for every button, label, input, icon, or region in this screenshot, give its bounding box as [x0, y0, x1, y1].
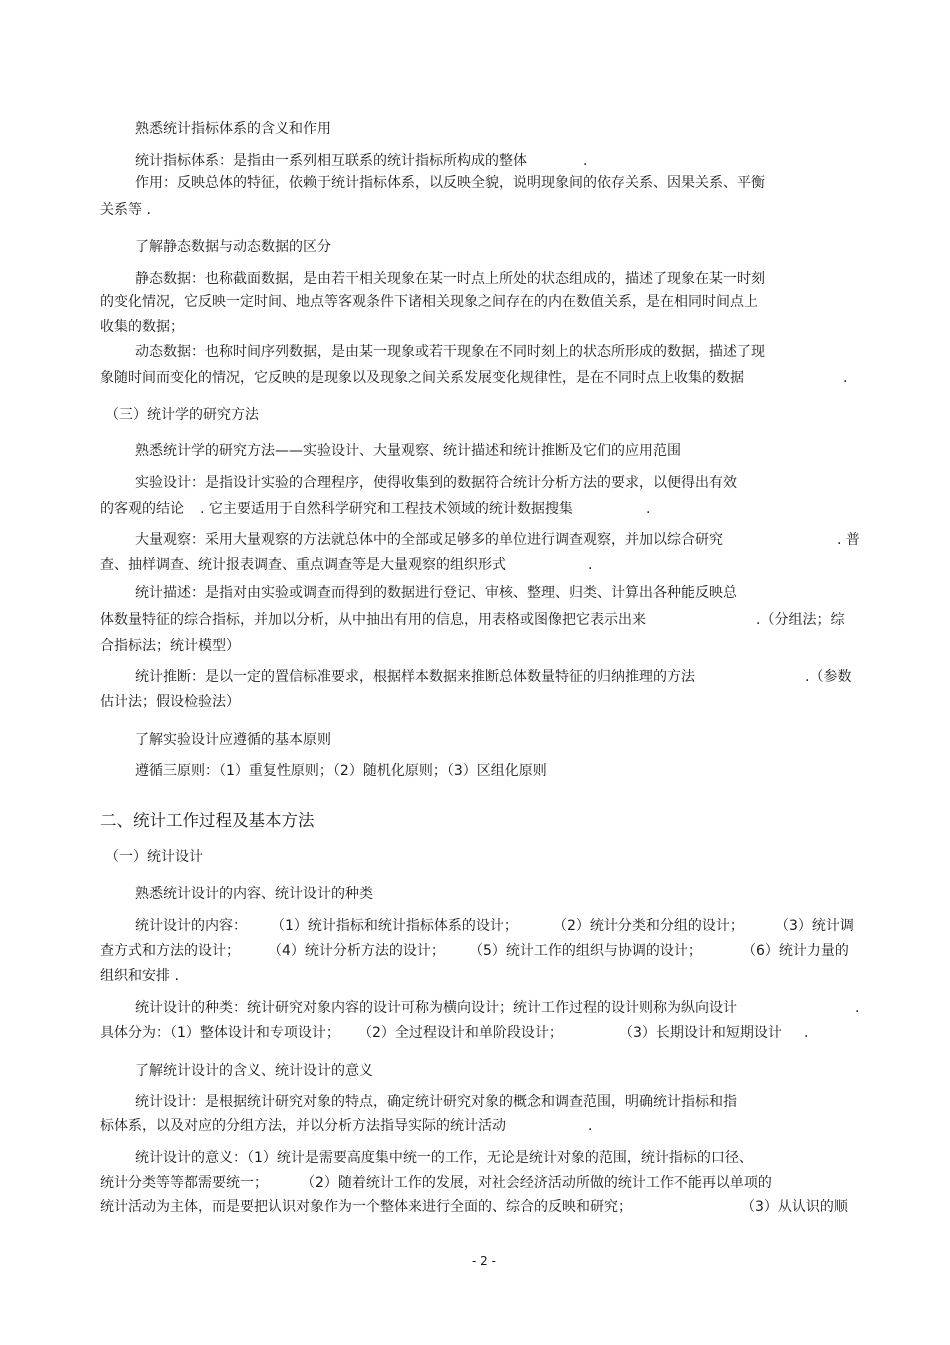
text-segment: 体数量特征的综合指标，并加以分析，从中抽出有用的信息，用表格或图像把它表示出来	[100, 612, 646, 628]
text-segment: 的客观的结论	[100, 501, 184, 517]
text-line	[0, 201, 950, 219]
text-segment: 静态数据：也称截面数据，是由若干相关现象在某一时点上所处的状态组成的，描述了现象在某一时刻	[135, 271, 765, 287]
text-segment: .	[646, 501, 651, 517]
text-line	[0, 531, 950, 549]
text-segment: 熟悉统计指标体系的含义和作用	[135, 121, 331, 137]
text-line	[0, 584, 950, 602]
text-segment: 二、统计工作过程及基本方法	[100, 811, 315, 830]
text-line	[0, 1117, 950, 1135]
text-line	[0, 1198, 950, 1216]
text-segment: （2）全过程设计和单阶段设计；	[358, 1025, 563, 1041]
text-segment: （6）统计力量的	[742, 943, 849, 959]
text-segment: （3）从认识的顺	[741, 1199, 848, 1215]
text-segment: .	[588, 557, 593, 573]
text-segment: 大量观察：采用大量观察的方法就总体中的全部或足够多的单位进行调查观察，并加以综合研究	[135, 532, 723, 548]
text-line	[0, 848, 950, 866]
text-line	[0, 885, 950, 903]
text-line	[0, 1024, 950, 1042]
text-line	[0, 999, 950, 1017]
text-line	[0, 967, 950, 985]
text-segment: （4）统计分析方法的设计；	[268, 943, 445, 959]
text-segment: 实验设计：是指设计实验的合理程序，使得收集到的数据符合统计分析方法的要求，以便得出有效	[135, 475, 737, 491]
text-segment: 统计活动为主体，而是要把认识对象作为一个整体来进行全面的、综合的反映和研究；	[100, 1199, 632, 1215]
text-line	[0, 474, 950, 492]
text-segment: . 它主要适用于自然科学研究和工程技术领域的统计数据搜集	[200, 501, 573, 517]
text-segment: （1）统计指标和统计指标体系的设计；	[271, 918, 518, 934]
text-segment: .	[588, 1118, 593, 1134]
text-segment: .（分组法；综	[756, 612, 845, 628]
text-segment: 统计指标体系：是指由一系列相互联系的统计指标所构成的整体	[135, 153, 527, 169]
text-line	[0, 1062, 950, 1080]
text-segment: （3）长期设计和短期设计	[619, 1025, 782, 1041]
text-segment: 组织和安排 .	[100, 968, 179, 984]
text-segment: 统计设计的意义：（1）统计是需要高度集中统一的工作，无论是统计对象的范围，统计指标的口径、	[135, 1150, 753, 1166]
text-segment: 了解实验设计应遵循的基本原则	[135, 732, 331, 748]
text-line	[0, 500, 950, 518]
text-segment: 具体分为：（1）整体设计和专项设计；	[100, 1025, 340, 1041]
section-heading	[0, 811, 950, 831]
text-segment: 收集的数据；	[100, 319, 184, 335]
text-segment: .	[804, 1025, 809, 1041]
text-segment: 了解统计设计的含义、统计设计的意义	[135, 1063, 373, 1079]
text-segment: 统计设计的内容：	[135, 918, 247, 934]
text-segment: （一）统计设计	[105, 849, 203, 865]
text-segment: （5）统计工作的组织与协调的设计；	[469, 943, 702, 959]
text-segment: .	[843, 370, 848, 386]
text-segment: 象随时间而变化的情况，它反映的是现象以及现象之间关系发展变化规律性，是在不同时点上收集的数据	[100, 370, 744, 386]
text-line	[0, 406, 950, 424]
text-segment: （2）统计分类和分组的设计；	[553, 918, 744, 934]
text-line	[0, 668, 950, 686]
text-segment: （三）统计学的研究方法	[105, 407, 259, 423]
text-segment: 合指标法；统计模型）	[100, 638, 240, 654]
text-line	[0, 318, 950, 336]
text-segment: 统计设计的种类：统计研究对象内容的设计可称为横向设计；统计工作过程的设计则称为纵向设计	[135, 1000, 737, 1016]
text-segment: 估计法；假设检验法）	[100, 694, 240, 710]
text-segment: （2）随着统计工作的发展，对社会经济活动所做的统计工作不能再以单项的	[301, 1175, 772, 1191]
text-segment: 遵循三原则：（1）重复性原则；（2）随机化原则；（3）区组化原则	[135, 763, 547, 779]
text-line	[0, 1174, 950, 1192]
text-line	[0, 731, 950, 749]
text-segment: 标体系，以及对应的分组方法，并以分析方法指导实际的统计活动	[100, 1118, 506, 1134]
text-segment: 统计设计：是根据统计研究对象的特点，确定统计研究对象的概念和调查范围，明确统计指标和指	[135, 1094, 737, 1110]
text-segment: .	[583, 153, 588, 169]
text-segment: 统计描述：是指对由实验或调查而得到的数据进行登记、审核、整理、归类、计算出各种能反映总	[135, 585, 737, 601]
text-line	[0, 238, 950, 256]
text-segment: 查、抽样调查、统计报表调查、重点调查等是大量观察的组织形式	[100, 557, 506, 573]
text-segment: 统计推断：是以一定的置信标准要求，根据样本数据来推断总体数量特征的归纳推理的方法	[135, 669, 695, 685]
text-line	[0, 343, 950, 361]
text-line	[0, 1093, 950, 1111]
text-line	[0, 442, 950, 460]
text-segment: 动态数据：也称时间序列数据，是由某一现象或若干现象在不同时刻上的状态所形成的数据，描述了现	[135, 344, 765, 360]
text-segment: .（参数	[805, 669, 852, 685]
text-segment: 统计分类等等都需要统一；	[100, 1175, 268, 1191]
text-line	[0, 611, 950, 629]
text-segment: 熟悉统计设计的内容、统计设计的种类	[135, 886, 373, 902]
text-line	[0, 152, 950, 170]
text-segment: . 普	[837, 532, 860, 548]
text-line	[0, 1149, 950, 1167]
text-line	[0, 917, 950, 935]
page-number: - 2 -	[472, 1254, 496, 1268]
text-segment: 关系等 .	[100, 202, 151, 218]
text-line	[0, 293, 950, 311]
text-segment: （3）统计调	[775, 918, 854, 934]
text-line	[0, 942, 950, 960]
text-segment: 作用：反映总体的特征，依赖于统计指标体系，以反映全貌，说明现象间的依存关系、因果关系、平衡	[135, 175, 765, 191]
text-segment: 熟悉统计学的研究方法——实验设计、大量观察、统计描述和统计推断及它们的应用范围	[135, 443, 681, 459]
text-line	[0, 693, 950, 711]
text-line	[0, 762, 950, 780]
text-line	[0, 637, 950, 655]
text-line	[0, 556, 950, 574]
text-segment: 了解静态数据与动态数据的区分	[135, 239, 331, 255]
text-segment: .	[855, 1000, 860, 1016]
text-line	[0, 369, 950, 387]
text-segment: 的变化情况，它反映一定时间、地点等客观条件下诸相关现象之间存在的内在数值关系，是在相同时间点上	[100, 294, 758, 310]
text-line	[0, 174, 950, 192]
text-segment: 查方式和方法的设计；	[100, 943, 240, 959]
text-line	[0, 120, 950, 138]
text-line	[0, 270, 950, 288]
